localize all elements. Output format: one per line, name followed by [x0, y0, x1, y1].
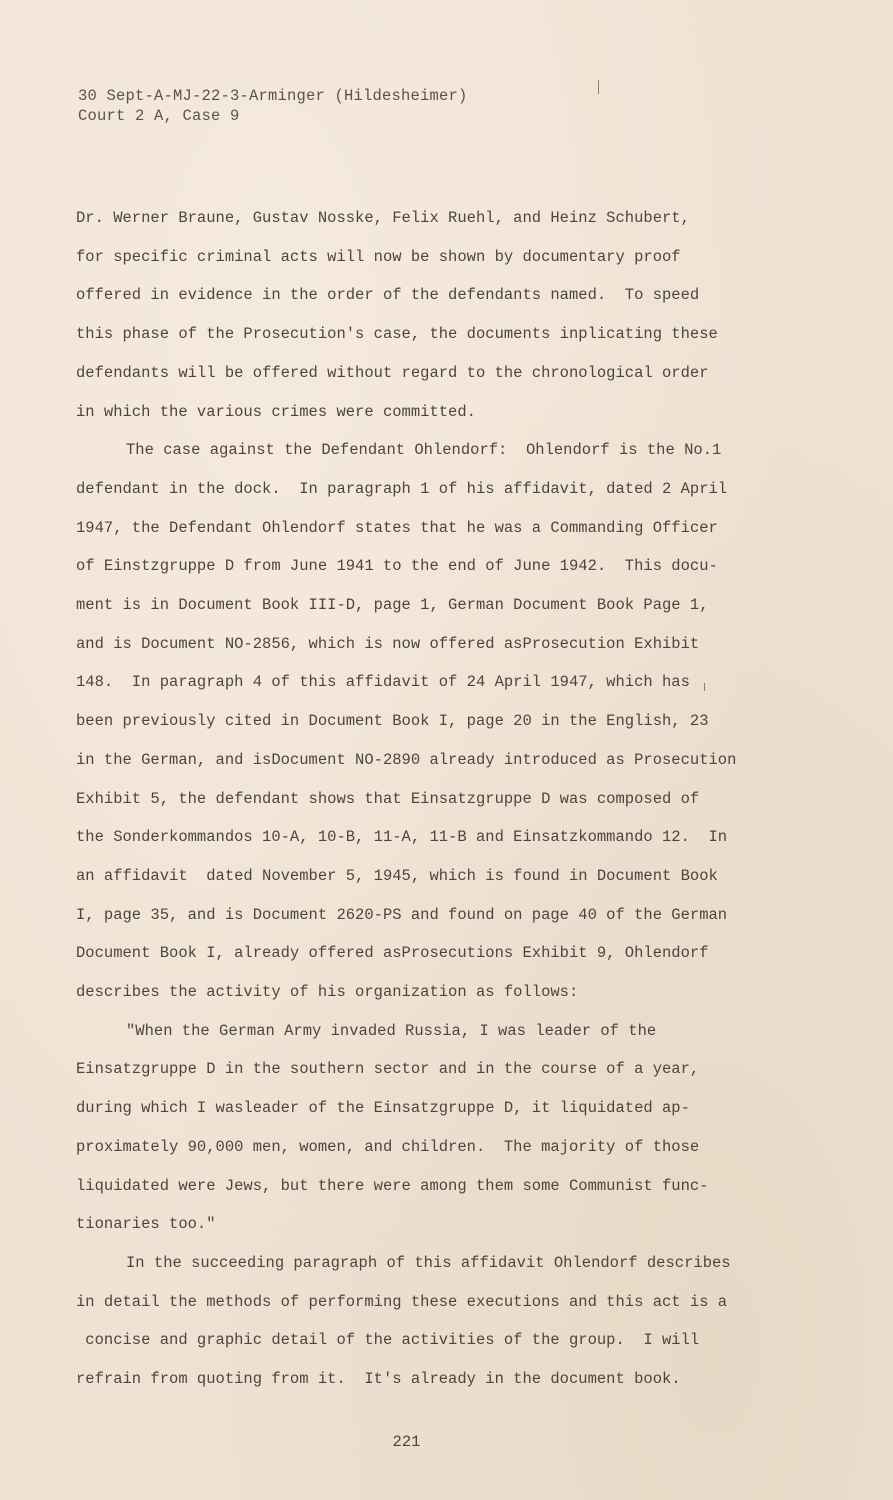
text-line: I, page 35, and is Document 2620-PS and found on page 40 of the German [76, 905, 728, 924]
text-line: 148. In paragraph 4 of this affidavit of 24 April 1947, which has [76, 673, 690, 692]
text-line: in detail the methods of performing these executions and this act is a [76, 1292, 728, 1311]
paragraph-intro [76, 199, 776, 431]
header-court-line: Court 2 A, Case 9 [78, 107, 240, 125]
text-line: 1947, the Defendant Ohlendorf states that he was a Commanding Officer [76, 518, 718, 537]
text-line: proximately 90,000 men, women, and children. The majority of those [76, 1137, 700, 1156]
document-header [78, 86, 468, 126]
text-line: for specific criminal acts will now be shown by documentary proof [76, 247, 681, 266]
text-line: Document Book I, already offered asProsecutions Exhibit 9, Ohlendorf [76, 944, 709, 963]
text-line: Dr. Werner Braune, Gustav Nosske, Felix Ruehl, and Heinz Schubert, [76, 209, 690, 227]
text-line: ment is in Document Book III-D, page 1, German Document Book Page 1, [76, 596, 709, 615]
text-line: an affidavit dated November 5, 1945, which is found in Document Book [76, 866, 718, 885]
text-line: offered in evidence in the order of the defendants named. To speed [76, 286, 700, 305]
paragraph-quotation [76, 1012, 776, 1244]
page-number: 221 [392, 1433, 421, 1451]
stray-mark [598, 80, 599, 94]
document-body [76, 199, 776, 1399]
text-line: defendants will be offered without regard to the chronological order [76, 363, 709, 382]
text-line: defendant in the dock. In paragraph 1 of his affidavit, dated 2 April [76, 479, 728, 498]
text-line: in which the various crimes were committed. [76, 402, 476, 421]
text-line: "When the German Army invaded Russia, I was leader of the [126, 1021, 657, 1040]
text-line: Einsatzgruppe D in the southern sector and in the course of a year, [76, 1060, 700, 1079]
text-line: and is Document NO-2856, which is now offered asProsecution Exhibit [76, 634, 700, 653]
text-line: liquidated were Jews, but there were among them some Communist func- [76, 1176, 709, 1195]
text-line: tionaries too." [76, 1215, 216, 1234]
text-line: this phase of the Prosecution's case, the documents inplicating these [76, 325, 718, 344]
text-line: Exhibit 5, the defendant shows that Einsatzgruppe D was composed of [76, 789, 700, 808]
text-line: The case against the Defendant Ohlendorf: Ohlendorf is the No.1 [126, 441, 722, 460]
text-line: In the succeeding paragraph of this affidavit Ohlendorf describes [126, 1253, 731, 1272]
text-line: describes the activity of his organization as follows: [76, 983, 579, 1002]
text-line: in the German, and isDocument NO-2890 already introduced as Prosecution [76, 750, 737, 769]
paragraph-succeeding [76, 1244, 776, 1399]
text-line: of Einstzgruppe D from June 1941 to the end of June 1942. This docu- [76, 557, 718, 576]
text-line: been previously cited in Document Book I, page 20 in the English, 23 [76, 712, 709, 731]
paragraph-ohlendorf-case [76, 431, 776, 1012]
text-line: refrain from quoting from it. It's already in the document book. [76, 1370, 681, 1389]
text-line: the Sonderkommandos 10-A, 10-B, 11-A, 11-B and Einsatzkommando 12. In [76, 828, 728, 847]
text-line: during which I wasleader of the Einsatzgruppe D, it liquidated ap- [76, 1099, 690, 1118]
text-line: concise and graphic detail of the activities of the group. I will [76, 1331, 700, 1350]
stray-mark [704, 683, 705, 691]
header-reference-line: 30 Sept-A-MJ-22-3-Arminger (Hildesheimer) [78, 87, 468, 105]
